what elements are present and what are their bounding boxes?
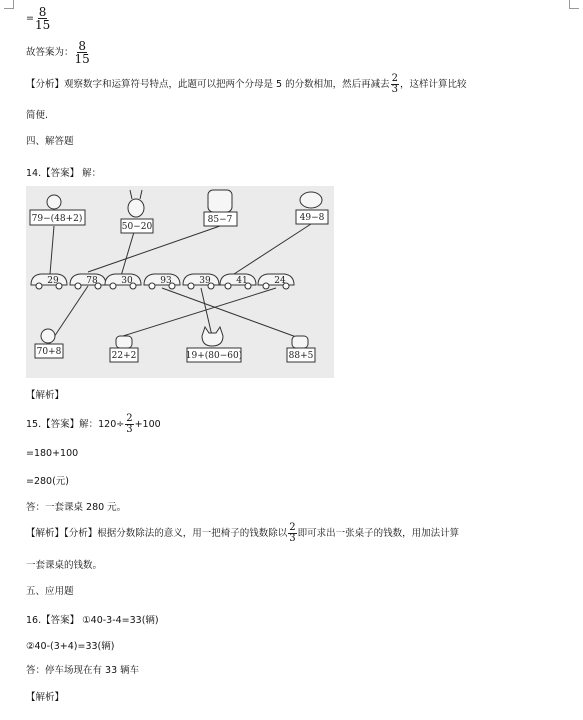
question-14-answer: 14.【答案】 解： [26,168,102,179]
top-item-1 [30,195,85,225]
line-24-to-22-2 [123,288,276,336]
fraction-2-3-analysis: $\frac{2}{3}$ [289,522,296,544]
car-wheel [149,283,155,289]
analysis-line-1: 【分析】观察数字和运算符号特点，此题可以把两个分母是 5 的分数相加，然后再减去 $\frac{2}{3}$ ，这样计算比较 [26,73,467,95]
top-label-2: 50−20 [121,222,153,232]
matching-figure-svg [26,186,334,378]
bottom-label-4: 88+5 [288,351,314,361]
car-value-6: 41 [236,276,248,286]
q15-step-3: =280(元) [26,476,70,487]
analysis-heading-1: 【解析】 [26,390,65,401]
analysis-line-1-cont: 简便. [26,110,49,121]
q15-final-answer: 答：一套课桌 280 元。 [26,502,127,513]
bottom-item-4 [287,336,315,362]
q16-method-2: ②40-(3+4)=33(辆) [26,641,115,652]
analysis-line-2-cont: 一套课桌的钱数。 [26,560,103,571]
car-wheel [75,283,81,289]
section-4-heading: 四、解答题 [26,136,74,147]
line-49-8-to-41 [234,224,311,274]
question-16-answer: 16.【答案】 ①40-3-4=33(辆) [26,615,159,626]
section-5-heading: 五、应用题 [26,586,74,597]
bottom-label-1: 70+8 [36,347,62,357]
matching-figure [26,186,334,378]
car-value-5: 39 [199,276,211,286]
bottom-label-3: 19+(80−60) [185,351,243,361]
bottom-item-3 [186,327,242,362]
car-7 [258,274,294,289]
car-1 [31,274,67,289]
bottom-item-1 [35,329,63,358]
car-wheel [188,283,194,289]
car-value-3: 30 [121,276,133,286]
crop-mark-top-right [569,0,579,9]
fraction-8-15: $\frac{8}{15}$ [34,5,51,32]
top-item-4 [296,192,328,224]
car-value-4: 93 [160,276,172,286]
car-wheel [36,283,42,289]
top-label-1: 79−(48+2) [31,214,83,224]
car-wheel [110,283,116,289]
analysis-line-2: 【解析】【分析】根据分数除法的意义，用一把椅子的钱数除以 $\frac{2}{3}$ 即可求出一张桌子的钱数，用加法计算 [26,522,460,544]
top-label-3: 85−7 [207,215,233,225]
result-line [26,6,51,31]
line-93-to-88-5 [162,288,299,338]
car-wheel [263,283,269,289]
line-79-48-2-to-29 [50,226,54,274]
bottom-item-2 [110,336,138,362]
car-value-1: 29 [47,276,59,286]
crop-mark-top-left [4,0,14,9]
car-5 [183,274,219,289]
analysis-heading-2: 【解析】 [26,692,65,703]
line-50-20-to-30 [121,232,134,276]
car-row [31,274,294,289]
q16-final-answer: 答：停车场现在有 33 辆车 [26,665,140,676]
line-85-7-to-78 [88,226,220,272]
equals-sign: = [26,13,34,24]
car-value-2: 78 [86,276,98,286]
fraction-2-3: $\frac{2}{3}$ [391,73,398,95]
car-value-7: 24 [274,276,286,286]
top-item-3 [204,190,237,226]
car-wheel [225,283,231,289]
top-item-2 [121,190,153,233]
car-4 [144,274,180,289]
question-15-answer: 15.【答案】解：120÷ $\frac{2}{3}$ +100 [26,413,161,435]
car-3 [105,274,141,289]
fraction-2-3-q15: $\frac{2}{3}$ [126,413,133,435]
fraction-8-15-answer: $\frac{8}{15}$ [74,39,90,66]
q15-step-2: =180+100 [26,448,79,459]
bottom-label-2: 22+2 [111,351,137,361]
top-label-4: 49−8 [299,213,325,223]
car-6 [220,274,256,289]
answer-line: 故答案为： $\frac{8}{15}$ [26,39,90,66]
